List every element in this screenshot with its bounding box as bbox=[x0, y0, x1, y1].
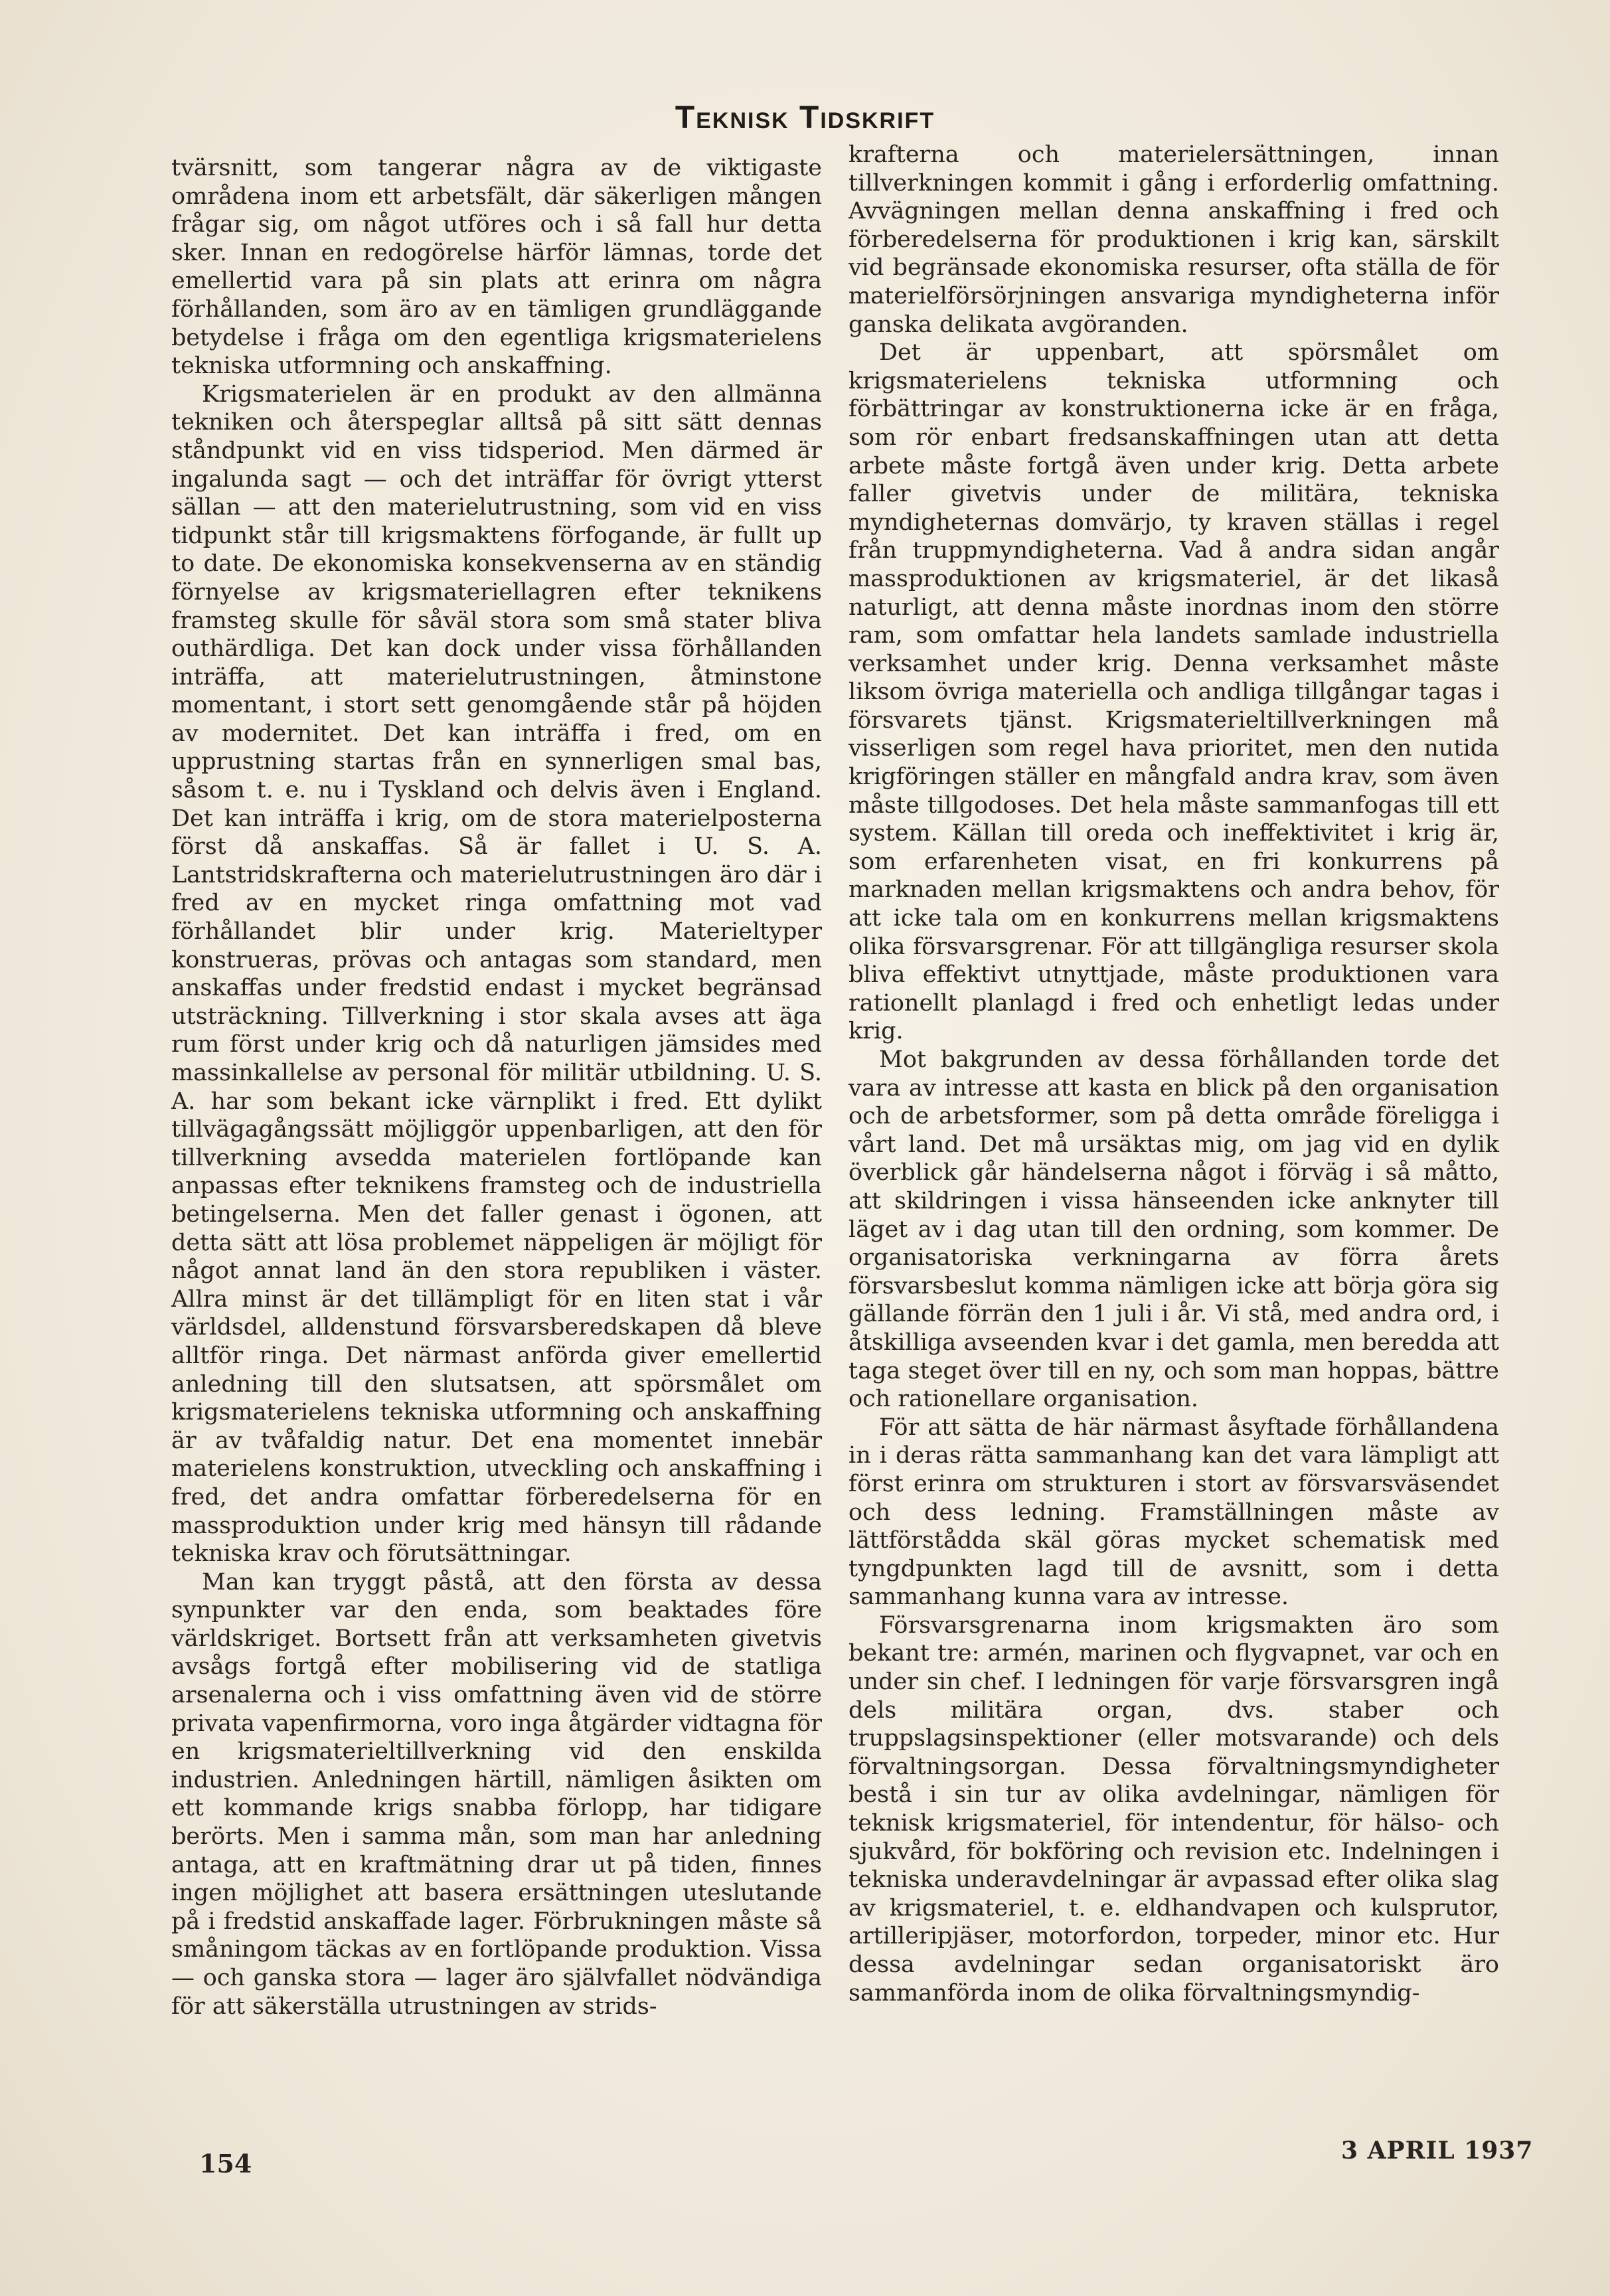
page-number: 154 bbox=[199, 2149, 252, 2178]
left-paragraph-1: tvärsnitt, som tangerar några av de viktigaste områdena inom ett arbetsfält, där säkerligen mången frågar sig, om något utföres och i så fall hur detta sker. Innan en redogörelse härför lämnas, torde det emellertid vara på sin plats att erinra om några förhållanden, som äro av en tämligen grundläggande betydelse i fråga om den egentliga krigsmaterielens tekniska utformning och anskaffning. bbox=[171, 155, 822, 380]
left-paragraph-3: Man kan tryggt påstå, att den första av dessa synpunkter var den enda, som beaktades före världskriget. Bortsett från att verksamheten givetvis avsågs fortgå efter mobilisering vid de statliga arsenalerna och i viss omfattning även vid de större privata vapenfirmorna, voro inga åtgärder vidtagna för en krigsmaterieltillverkning vid den enskilda industrien. Anledningen härtill, nämligen åsikten om ett kommande krigs snabba förlopp, har tidigare berörts. Men i samma mån, som man har anledning antaga, att en kraftmätning drar ut på tiden, finnes ingen möjlighet att basera ersättningen uteslutande på i fredstid anskaffade lager. Förbrukningen måste så småningom täckas av en fortlöpande produktion. Vissa — och ganska stora — lager äro självfallet nödvändiga för att säkerställa utrustningen av strids- bbox=[171, 1568, 822, 2020]
running-head-title: Teknisk Tidskrift bbox=[675, 100, 935, 135]
right-paragraph-3: Mot bakgrunden av dessa förhållanden torde det vara av intresse att kasta en blick på den organisation och de arbetsformer, som på detta område föreligga i vårt land. Det må ursäktas mig, om jag vid en dylik överblick går händelserna något i förväg i så måtto, att skildringen i vissa hänseenden icke anknyter till läget av i dag utan till den ordning, som kommer. De organisatoriska verkningarna av förra årets försvarsbeslut komma nämligen icke att börja göra sig gällande förrän den 1 juli i år. Vi stå, med andra ord, i åtskilliga avseenden kvar i det gamla, men beredda att taga steget över till en ny, och som man hoppas, bättre och rationellare organisation. bbox=[848, 1046, 1499, 1413]
right-column bbox=[848, 141, 1499, 2007]
right-paragraph-2: Det är uppenbart, att spörsmålet om krigsmaterielens tekniska utformning och förbättringar av konstruktionerna icke är en fråga, som rör enbart fredsanskaffningen utan att detta arbete måste fortgå även under krig. Detta arbete faller givetvis under de militära, tekniska myndigheternas domvärjo, ty kraven ställas i regel från truppmyndigheterna. Vad å andra sidan angår massproduktionen av krigsmateriel, är det likaså naturligt, att denna måste inordnas inom den större ram, som omfattar hela landets samlade industriella verksamhet under krig. Denna verksamhet måste liksom övriga materiella och andliga tillgångar tagas i försvarets tjänst. Krigsmaterieltillverkningen må visserligen som regel hava prioritet, men den nutida krigföringen ställer en mångfald andra krav, som även måste tillgodoses. Det hela måste sammanfogas till ett system. Källan till oreda och ineffektivitet i krig är, som erfarenheten visat, en fri konkurrens på marknaden mellan krigsmaktens och andra behov, för att icke tala om en konkurrens mellan krigsmaktens olika försvarsgrenar. För att tillgängliga resurser skola bliva effektivt utnyttjade, måste produktionen vara rationellt planlagd i fred och enhetligt ledas under krig. bbox=[848, 339, 1499, 1045]
right-paragraph-1: krafterna och materielersättningen, innan tillverkningen kommit i gång i erforderlig omfattning. Avvägningen mellan denna anskaffning i fred och förberedelserna för produktionen i krig kan, särskilt vid begränsade ekonomiska resurser, ofta ställa de för materielförsörjningen ansvariga myndigheterna inför ganska delikata avgöranden. bbox=[848, 141, 1499, 338]
right-paragraph-4: För att sätta de här närmast åsyftade förhållandena in i deras rätta sammanhang kan det vara lämpligt att först erinra om strukturen i stort av försvarsväsendet och dess ledning. Framställningen måste av lättförstådda skäl göras mycket schematisk med tyngdpunkten lagd till de avsnitt, som i detta sammanhang kunna vara av intresse. bbox=[848, 1414, 1499, 1611]
left-paragraph-2: Krigsmaterielen är en produkt av den allmänna tekniken och återspeglar alltså på sitt sätt dennas ståndpunkt vid en viss tidsperiod. Men därmed är ingalunda sagt — och det inträffar för övrigt ytterst sällan — att den materielutrustning, som vid en viss tidpunkt står till krigsmaktens förfogande, är fullt up to date. De ekonomiska konsekvenserna av en ständig förnyelse av krigsmateriellagren efter teknikens framsteg skulle för såväl stora som små stater bliva outhärdliga. Det kan dock under vissa förhållanden inträffa, att materielutrustningen, åtminstone momentant, i stort sett genomgående står på höjden av modernitet. Det kan inträffa i fred, om en upprustning startas från en synnerligen smal bas, såsom t. e. nu i Tyskland och delvis även i England. Det kan inträffa i krig, om de stora materielposterna först då anskaffas. Så är fallet i U. S. A. Lantstridskrafterna och materielutrustningen äro där i fred av en mycket ringa omfattning mot vad förhållandet blir under krig. Materieltyper konstrueras, prövas och antagas som standard, men anskaffas under fredstid endast i mycket begränsad utsträckning. Tillverkning i stor skala avses att äga rum först under krig och då naturligen jämsides med massinkallelse av personal för militär utbildning. U. S. A. har som bekant icke värnplikt i fred. Ett dylikt tillvägagångssätt möjliggör uppenbarligen, att den för tillverkning avsedda materielen fortlöpande kan anpassas efter teknikens framsteg och de industriella betingelserna. Men det faller genast i ögonen, att detta sätt att lösa problemet näppeligen är möjligt för något annat land än den stora republiken i väster. Allra minst är det tillämpligt för en liten stat i vår världsdel, alldenstund försvarsberedskapen då bleve alltför ringa. Det närmast anförda giver emellertid anledning till den slutsatsen, att spörsmålet om krigsmaterielens tekniska utformning och anskaffning är av tvåfaldig natur. Det ena momentet innebär materielens konstruktion, utveckling och anskaffning i fred, det andra omfattar förberedelserna för en massproduktion under krig med hänsyn till rådande tekniska krav och förutsättningar. bbox=[171, 380, 822, 1568]
running-head bbox=[0, 100, 1610, 136]
right-paragraph-5: Försvarsgrenarna inom krigsmakten äro som bekant tre: armén, marinen och flygvapnet, var och en under sin chef. I ledningen för varje försvarsgren ingå dels militära organ, dvs. staber och truppslagsinspektioner (eller motsvarande) och dels förvaltningsorgan. Dessa förvaltningsmyndigheter bestå i sin tur av olika avdelningar, nämligen för teknisk krigsmateriel, för intendentur, för hälso- och sjukvård, för bokföring och revision etc. Indelningen i tekniska underavdelningar är avpassad efter olika slag av krigsmateriel, t. e. eldhandvapen och kulsprutor, artilleripjäser, motorfordon, torpeder, minor etc. Hur dessa avdelningar sedan organisatoriskt äro sammanförda inom de olika förvaltningsmyndig- bbox=[848, 1611, 1499, 2007]
issue-date: 3 APRIL 1937 bbox=[1341, 2137, 1534, 2165]
left-column bbox=[171, 154, 822, 2020]
